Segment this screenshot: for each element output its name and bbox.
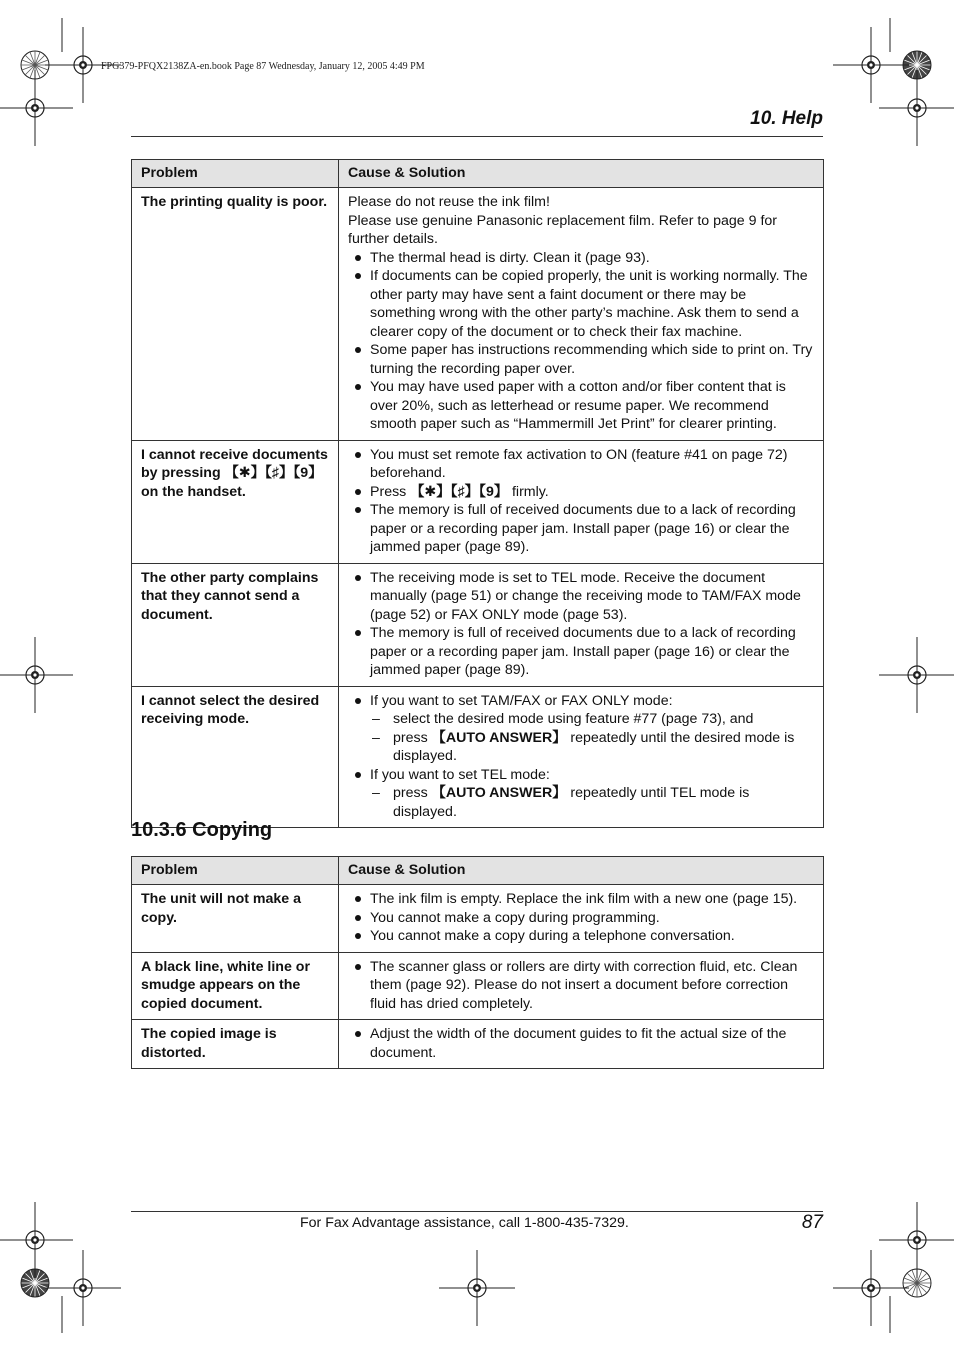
solution-bullet: The ink film is empty. Replace the ink film with a new one (page 15). <box>348 890 814 909</box>
solution-cell <box>339 188 824 441</box>
solution-dash-item: – select the desired mode using feature #77 (page 73), and <box>348 710 814 729</box>
solution-bullet: Adjust the width of the document guides to fit the actual size of the document. <box>348 1025 814 1062</box>
solution-dash-item <box>348 729 814 766</box>
solution-cell <box>339 440 824 563</box>
solution-bullet: You must set remote fax activation to ON (feature #41 on page 72) beforehand. <box>348 446 814 483</box>
problem-cell <box>132 440 339 563</box>
problem-cell: The printing quality is poor. <box>132 188 339 441</box>
solution-bullet: The thermal head is dirty. Clean it (page 93). <box>348 249 814 268</box>
solution-bullet: The receiving mode is set to TEL mode. Receive the document manually (page 51) or change the receiving mode to TAM/FAX mode (page 52) or FAX ONLY mode (page 53). <box>348 569 814 625</box>
solution-bullet: If you want to set TEL mode: <box>348 766 814 785</box>
troubleshooting-table-copying <box>131 856 824 1069</box>
solution-line: Please do not reuse the ink film! <box>348 194 550 210</box>
solution-dash-item <box>348 784 814 821</box>
table-row <box>132 1020 824 1069</box>
problem-cell: The unit will not make a copy. <box>132 885 339 953</box>
bullet-text: firmly. <box>508 483 549 500</box>
solution-bullet: Some paper has instructions recommending which side to print on. Try turning the recording paper over. <box>348 341 814 378</box>
key-sequence: 【✱】【♯】【9】 <box>410 483 509 500</box>
footer-divider <box>131 1211 823 1212</box>
problem-cell: A black line, white line or smudge appears on the copied document. <box>132 952 339 1020</box>
key-auto-answer: 【AUTO ANSWER】 <box>431 729 567 746</box>
footer-assistance-note: For Fax Advantage assistance, call 1-800-435-7329. <box>300 1215 629 1231</box>
item-text: press <box>393 729 432 746</box>
solution-cell <box>339 952 824 1020</box>
table-row <box>132 885 824 953</box>
chapter-title: 10. Help <box>750 108 823 129</box>
problem-cell: I cannot select the desired receiving mode. <box>132 686 339 828</box>
troubleshooting-table-receiving <box>131 159 824 828</box>
solution-bullet <box>348 483 814 502</box>
solution-bullet: The scanner glass or rollers are dirty with correction fluid, etc. Clean them (page 92). Please do not insert a document before correction fluid has dried completely. <box>348 958 814 1014</box>
column-header-problem: Problem <box>132 857 339 885</box>
section-heading: 10.3.6 Copying <box>131 819 273 841</box>
solution-bullet: The memory is full of received documents due to a lack of recording paper or a recording paper jam. Install paper (page 16) or clear the jammed paper (page 89). <box>348 624 814 680</box>
solution-bullet: You cannot make a copy during a telephone conversation. <box>348 927 814 946</box>
table-row <box>132 952 824 1020</box>
problem-text: I cannot receive documents by pressing <box>141 446 328 481</box>
solution-cell <box>339 885 824 953</box>
problem-cell: The copied image is distorted. <box>132 1020 339 1069</box>
table-header-row <box>132 857 824 885</box>
bullet-text: Press <box>370 483 411 500</box>
solution-cell <box>339 1020 824 1069</box>
table-row <box>132 440 824 563</box>
solution-line: Please use genuine Panasonic replacement film. Refer to page 9 for further details. <box>348 212 778 247</box>
solution-bullet: If documents can be copied properly, the unit is working normally. The other party may have sent a faint document or there may be something wrong with the other party’s machine. Ask them to send a clearer copy of the document or to check their fax machine. <box>348 267 814 341</box>
item-text: repeatedly until TEL mode is displayed. <box>393 785 750 820</box>
solution-cell <box>339 686 824 828</box>
key-sequence: 【✱】【♯】【9】 <box>224 465 323 481</box>
table-row <box>132 563 824 686</box>
page-number: 87 <box>801 1212 823 1233</box>
problem-text: on the handset. <box>141 483 246 500</box>
print-slug: FPG379-PFQX2138ZA-en.book Page 87 Wednesday, January 12, 2005 4:49 PM <box>101 61 425 72</box>
solution-bullet: If you want to set TAM/FAX or FAX ONLY mode: <box>348 692 814 711</box>
table-row <box>132 188 824 441</box>
column-header-solution: Cause & Solution <box>339 160 824 188</box>
table-row <box>132 686 824 828</box>
solution-cell <box>339 563 824 686</box>
table-header-row <box>132 160 824 188</box>
column-header-problem: Problem <box>132 160 339 188</box>
solution-bullet: You may have used paper with a cotton and/or fiber content that is over 20%, such as letterhead or resume paper. We recommend smooth paper such as “Hammermill Jet Print” for clearer printing. <box>348 378 814 434</box>
column-header-solution: Cause & Solution <box>339 857 824 885</box>
solution-bullet: The memory is full of received documents due to a lack of recording paper or a recording paper jam. Install paper (page 16) or clear the jammed paper (page 89). <box>348 501 814 557</box>
item-text: repeatedly until the desired mode is displayed. <box>393 729 795 764</box>
problem-cell: The other party complains that they cannot send a document. <box>132 563 339 686</box>
key-auto-answer: 【AUTO ANSWER】 <box>431 785 567 801</box>
solution-bullet: You cannot make a copy during programming. <box>348 909 814 928</box>
header-divider <box>131 136 823 137</box>
item-text: press <box>393 785 432 801</box>
